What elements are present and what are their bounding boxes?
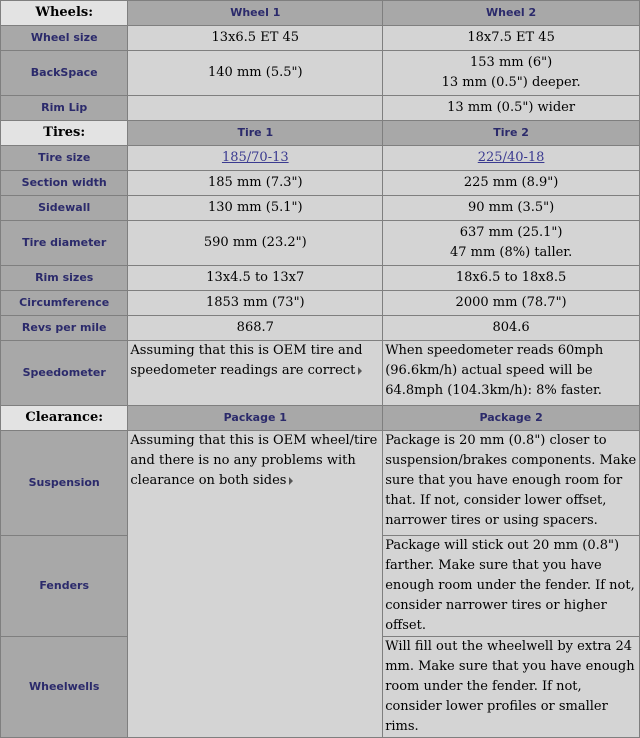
package-1-clearance-text: Assuming that this is OEM wheel/tire and there is no any problems with clearance on both sides bbox=[130, 433, 378, 488]
wheels-section-label: Wheels: bbox=[1, 1, 127, 25]
wheel-1-backspace: 140 mm (5.5") bbox=[128, 51, 382, 95]
section-width-label: Section width bbox=[1, 171, 127, 195]
wheel-2-backspace bbox=[383, 51, 639, 95]
wheel-size-label: Wheel size bbox=[1, 26, 127, 50]
tire-1-size-link[interactable]: 185/70-13 bbox=[221, 150, 289, 165]
package-2-suspension: Package is 20 mm (0.8") closer to suspension/brakes components. Make sure that you have enough room for that. If not, consider lower offset, narrower tires or using spacers. bbox=[383, 431, 639, 535]
package-1-clearance bbox=[128, 431, 382, 737]
package-2-column-header: Package 2 bbox=[383, 406, 639, 430]
tire-diameter-row bbox=[1, 221, 639, 265]
tire-2-column-header: Tire 2 bbox=[383, 121, 639, 145]
section-width-row bbox=[1, 171, 639, 195]
speedometer-row bbox=[1, 341, 639, 405]
wheel-1-column-header: Wheel 1 bbox=[128, 1, 382, 25]
wheel-2-rim-lip: 13 mm (0.5") wider bbox=[383, 96, 639, 120]
more-arrow-icon[interactable] bbox=[358, 367, 362, 375]
tire-2-diameter-value: 637 mm (25.1") bbox=[459, 225, 563, 240]
wheel-2-backspace-value: 153 mm (6") bbox=[470, 55, 553, 70]
speedometer-label: Speedometer bbox=[1, 341, 127, 405]
backspace-label: BackSpace bbox=[1, 51, 127, 95]
rim-lip-label: Rim Lip bbox=[1, 96, 127, 120]
clearance-header-row bbox=[1, 406, 639, 430]
tire-2-rim-sizes: 18x6.5 to 18x8.5 bbox=[383, 266, 639, 290]
clearance-section-label: Clearance: bbox=[1, 406, 127, 430]
tire-1-diameter: 590 mm (23.2") bbox=[128, 221, 382, 265]
suspension-row bbox=[1, 431, 639, 535]
circumference-row bbox=[1, 291, 639, 315]
wheel-2-backspace-diff: 13 mm (0.5") deeper. bbox=[441, 75, 581, 90]
wheel-1-size: 13x6.5 ET 45 bbox=[128, 26, 382, 50]
wheel-size-row bbox=[1, 26, 639, 50]
package-2-fenders: Package will stick out 20 mm (0.8") farther. Make sure that you have enough room under the fender. If not, consider narrower tires or higher offset. bbox=[383, 536, 639, 636]
tires-header-row bbox=[1, 121, 639, 145]
rim-sizes-label: Rim sizes bbox=[1, 266, 127, 290]
fenders-label: Fenders bbox=[1, 536, 127, 636]
tire-1-rim-sizes: 13x4.5 to 13x7 bbox=[128, 266, 382, 290]
tire-2-size-link[interactable]: 225/40-18 bbox=[477, 150, 545, 165]
wheels-header-row bbox=[1, 1, 639, 25]
tire-2-revs: 804.6 bbox=[383, 316, 639, 340]
wheelwells-label: Wheelwells bbox=[1, 637, 127, 737]
tire-1-column-header: Tire 1 bbox=[128, 121, 382, 145]
tire-diameter-label: Tire diameter bbox=[1, 221, 127, 265]
wheel-2-column-header: Wheel 2 bbox=[383, 1, 639, 25]
tire-1-sidewall: 130 mm (5.1") bbox=[128, 196, 382, 220]
tire-2-diameter bbox=[383, 221, 639, 265]
tire-1-speedometer bbox=[128, 341, 382, 405]
tire-2-speedometer: When speedometer reads 60mph (96.6km/h) actual speed will be 64.8mph (104.3km/h): 8% faster. bbox=[383, 341, 639, 405]
sidewall-row bbox=[1, 196, 639, 220]
more-arrow-icon[interactable] bbox=[289, 477, 293, 485]
tire-1-circumference: 1853 mm (73") bbox=[128, 291, 382, 315]
tire-2-sidewall: 90 mm (3.5") bbox=[383, 196, 639, 220]
rim-lip-row bbox=[1, 96, 639, 120]
tire-size-label: Tire size bbox=[1, 146, 127, 170]
tire-2-diameter-diff: 47 mm (8%) taller. bbox=[449, 245, 573, 260]
package-1-column-header: Package 1 bbox=[128, 406, 382, 430]
revs-row bbox=[1, 316, 639, 340]
sidewall-label: Sidewall bbox=[1, 196, 127, 220]
backspace-row bbox=[1, 51, 639, 95]
suspension-label: Suspension bbox=[1, 431, 127, 535]
tire-1-revs: 868.7 bbox=[128, 316, 382, 340]
tires-section-label: Tires: bbox=[1, 121, 127, 145]
tire-2-circumference: 2000 mm (78.7") bbox=[383, 291, 639, 315]
tire-size-row bbox=[1, 146, 639, 170]
rim-sizes-row bbox=[1, 266, 639, 290]
revs-label: Revs per mile bbox=[1, 316, 127, 340]
tire-2-section-width: 225 mm (8.9") bbox=[383, 171, 639, 195]
tire-1-section-width: 185 mm (7.3") bbox=[128, 171, 382, 195]
circumference-label: Circumference bbox=[1, 291, 127, 315]
wheel-1-rim-lip bbox=[128, 96, 382, 120]
wheel-2-size: 18x7.5 ET 45 bbox=[383, 26, 639, 50]
tire-1-speedometer-text: Assuming that this is OEM tire and speedometer readings are correct bbox=[130, 343, 363, 378]
package-2-wheelwells: Will fill out the wheelwell by extra 24 mm. Make sure that you have enough room under the fender. If not, consider lower profiles or smaller rims. bbox=[383, 637, 639, 737]
